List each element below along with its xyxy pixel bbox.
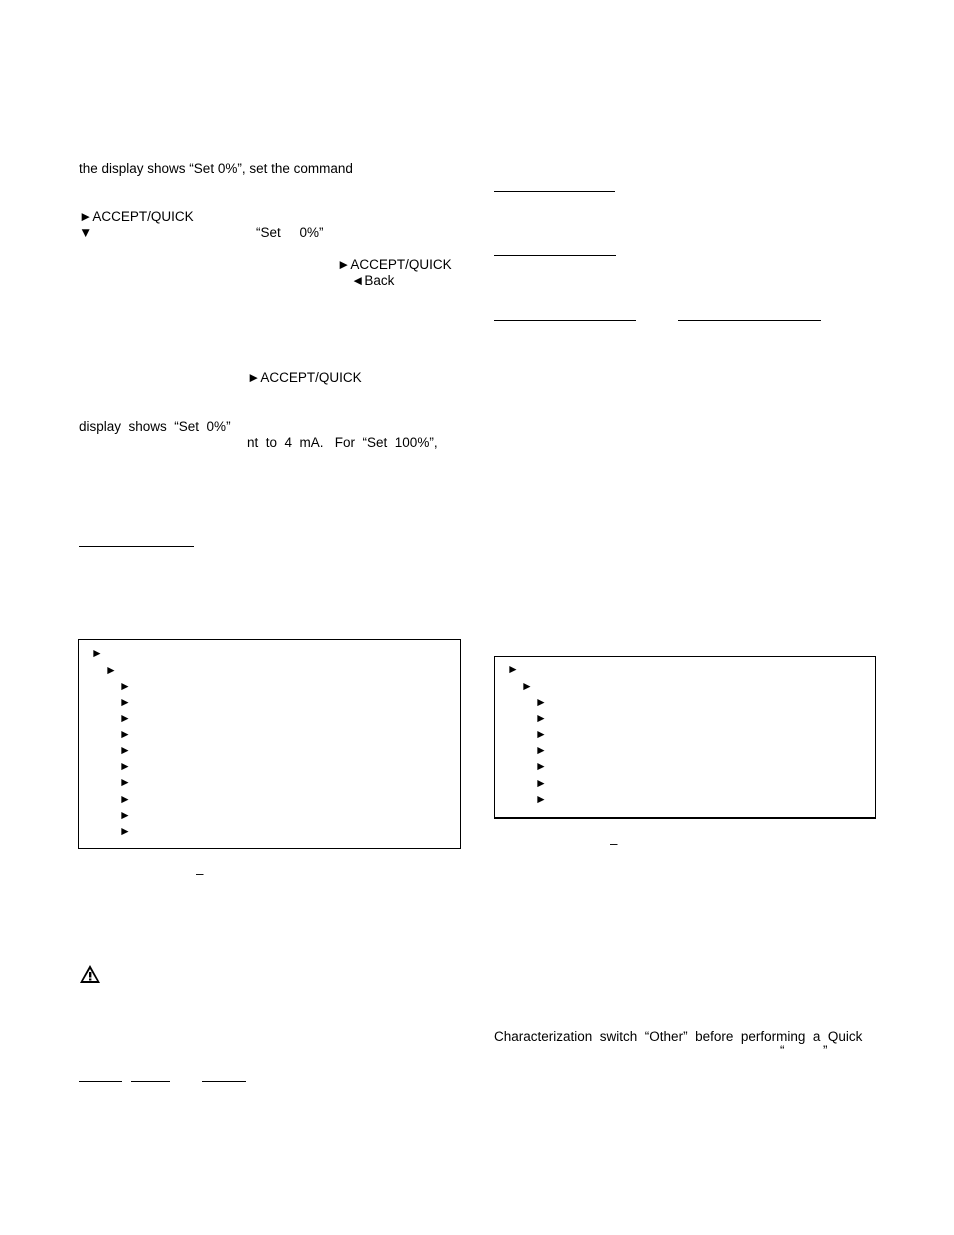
- set0-command-line: the display shows “Set 0%”, set the command: [79, 161, 353, 176]
- right-underline-2: [494, 255, 616, 256]
- menu-arrow-icon: ►: [535, 759, 547, 773]
- back-label: ◄Back: [351, 273, 395, 288]
- menu-arrow-icon: ►: [507, 662, 519, 676]
- menu-arrow-icon: ►: [119, 695, 131, 709]
- characterization-line: Characterization switch “Other” before performing a Quick: [494, 1029, 863, 1044]
- accept-quick-label-1: ►ACCEPT/QUICK: [79, 209, 194, 224]
- right-caption-dash: –: [610, 836, 618, 851]
- bottom-underline-3: [202, 1081, 246, 1082]
- menu-arrow-icon: ►: [535, 695, 547, 709]
- menu-arrow-icon: ►: [535, 792, 547, 806]
- menu-arrow-icon: ►: [535, 727, 547, 741]
- menu-arrow-icon: ►: [535, 711, 547, 725]
- accept-quick-label-2: ►ACCEPT/QUICK: [337, 257, 452, 272]
- menu-arrow-icon: ►: [119, 824, 131, 838]
- menu-arrow-icon: ►: [119, 711, 131, 725]
- menu-arrow-icon: ►: [119, 679, 131, 693]
- menu-arrow-icon: ►: [105, 663, 117, 677]
- right-underline-1: [494, 191, 615, 192]
- menu-arrow-icon: ►: [119, 775, 131, 789]
- left-underline: [79, 546, 194, 547]
- right-underline-3: [494, 320, 636, 321]
- menu-arrow-icon: ►: [119, 808, 131, 822]
- accept-quick-label-3: ►ACCEPT/QUICK: [247, 370, 362, 385]
- menu-arrow-icon: ►: [535, 776, 547, 790]
- menu-arrow-icon: ►: [119, 727, 131, 741]
- open-quote: “: [780, 1043, 785, 1058]
- warning-icon: [79, 964, 101, 984]
- menu-arrow-icon: ►: [91, 646, 103, 660]
- right-underline-4: [678, 320, 821, 321]
- close-quote: ”: [823, 1043, 828, 1058]
- bottom-underline-1: [79, 1081, 122, 1082]
- menu-arrow-icon: ►: [119, 792, 131, 806]
- menu-arrow-icon: ►: [521, 679, 533, 693]
- menu-arrow-icon: ►: [119, 759, 131, 773]
- set100-line: nt to 4 mA. For “Set 100%”,: [247, 435, 438, 450]
- left-menu-tree: [78, 639, 461, 849]
- menu-arrow-icon: ►: [119, 743, 131, 757]
- menu-arrow-icon: ►: [535, 743, 547, 757]
- display-shows-set0-line: display shows “Set 0%”: [79, 419, 231, 434]
- right-menu-tree: [494, 656, 876, 819]
- down-arrow-icon: ▼: [79, 225, 93, 240]
- left-caption-dash: –: [196, 866, 204, 881]
- bottom-underline-2: [131, 1081, 170, 1082]
- set-0-percent-label: “Set 0%”: [256, 225, 324, 240]
